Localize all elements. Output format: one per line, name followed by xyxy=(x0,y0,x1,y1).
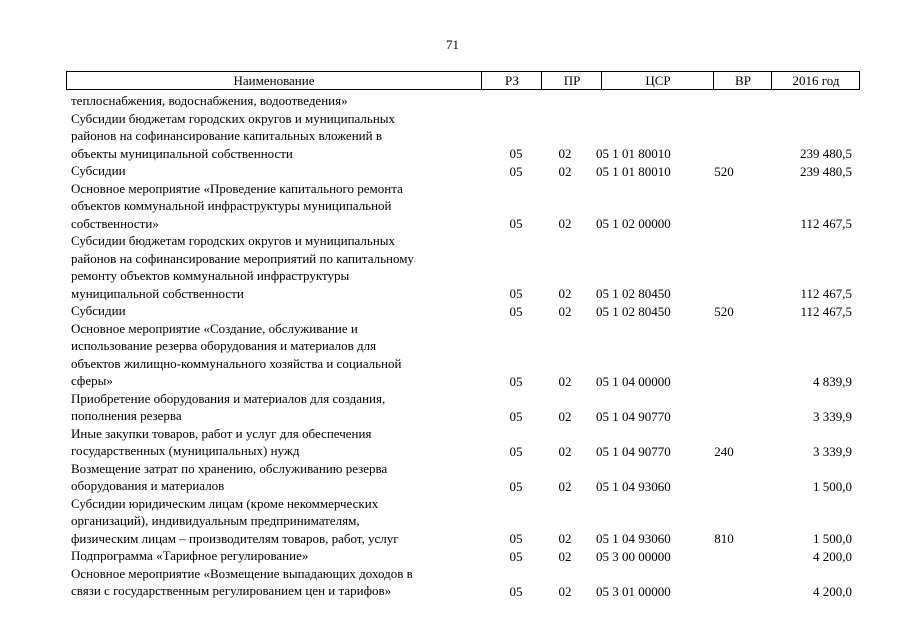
row-pr: 02 xyxy=(558,286,572,301)
row-name-line: объектов коммунальной инфраструктуры муниципальной xyxy=(71,198,392,213)
row-rz: 05 xyxy=(509,408,523,424)
header-pr: ПР xyxy=(541,72,602,89)
row-amount: 112 467,5 xyxy=(800,286,852,301)
row-name xyxy=(71,460,481,495)
table-row xyxy=(0,180,905,233)
row-name xyxy=(71,302,481,320)
row-name-line: использование резерва оборудования и материалов для xyxy=(71,338,377,353)
row-rz: 05 xyxy=(509,286,523,301)
row-csr: 05 1 04 93060 xyxy=(596,531,671,546)
header-name: Наименование xyxy=(233,73,315,88)
row-name-line: государственных (муниципальных) нужд xyxy=(71,443,300,458)
row-name-line: Субсидии бюджетам городских округов и муниципальных xyxy=(71,110,396,126)
row-csr: 05 1 04 90770 xyxy=(596,443,671,459)
row-name-line: районов на софинансирование мероприятий по капитальному xyxy=(71,250,414,266)
row-name-line: теплоснабжения, водоснабжения, водоотведения» xyxy=(71,93,348,108)
row-pr: 02 xyxy=(558,443,572,459)
row-vr: 520 xyxy=(714,163,734,179)
header-year: 2016 год xyxy=(771,72,860,89)
row-name-line: организаций), индивидуальным предпринимателям, xyxy=(71,513,360,528)
row-name-line: Субсидии xyxy=(71,163,126,178)
table-row xyxy=(0,232,905,302)
table-row xyxy=(0,92,905,110)
row-pr: 02 xyxy=(558,583,572,599)
table-row xyxy=(0,495,905,548)
row-csr: 05 3 01 00000 xyxy=(596,583,671,599)
row-name xyxy=(71,320,481,390)
row-amount: 1 500,0 xyxy=(813,531,852,546)
row-amount: 3 339,9 xyxy=(813,443,852,459)
row-name-line: Основное мероприятие «Проведение капитального ремонта xyxy=(71,180,403,196)
row-vr: 240 xyxy=(714,443,734,459)
row-name-line: Возмещение затрат по хранению, обслуживанию резерва xyxy=(71,460,388,476)
row-rz: 05 xyxy=(509,478,523,494)
row-name xyxy=(71,180,481,233)
row-amount: 1 500,0 xyxy=(813,478,852,494)
row-name-line: районов на софинансирование капитальных вложений в xyxy=(71,128,382,143)
row-csr: 05 1 04 93060 xyxy=(596,478,671,494)
row-name-line: Иные закупки товаров, работ и услуг для обеспечения xyxy=(71,425,372,441)
page-number: 71 xyxy=(446,37,459,52)
table-row xyxy=(0,565,905,600)
row-rz: 05 xyxy=(509,373,523,389)
row-name-line: Приобретение оборудования и материалов для создания, xyxy=(71,390,386,406)
row-rz: 05 xyxy=(509,303,523,319)
header-vr: ВР xyxy=(713,72,772,89)
row-vr: 810 xyxy=(714,531,734,546)
table-row xyxy=(0,425,905,460)
table-row xyxy=(0,320,905,390)
row-rz: 05 xyxy=(509,146,523,161)
row-vr: 520 xyxy=(714,303,734,319)
row-name xyxy=(71,425,481,460)
row-rz: 05 xyxy=(509,531,523,546)
row-amount: 239 480,5 xyxy=(800,163,852,179)
header-rz: РЗ xyxy=(481,72,542,89)
table-row xyxy=(0,460,905,495)
row-name xyxy=(71,110,481,163)
row-amount: 239 480,5 xyxy=(800,146,852,161)
row-rz: 05 xyxy=(509,216,523,231)
row-csr: 05 1 04 90770 xyxy=(596,408,671,424)
row-name xyxy=(71,390,481,425)
table-header xyxy=(66,71,860,90)
row-pr: 02 xyxy=(558,548,572,564)
table-row xyxy=(0,110,905,163)
row-name-line: муниципальной собственности xyxy=(71,285,244,301)
row-name xyxy=(71,547,481,565)
table-row xyxy=(0,302,905,320)
table-row xyxy=(0,390,905,425)
row-csr: 05 1 02 80450 xyxy=(596,286,671,301)
row-pr: 02 xyxy=(558,163,572,179)
row-csr: 05 1 04 00000 xyxy=(596,373,671,389)
row-amount: 3 339,9 xyxy=(813,408,852,424)
row-csr: 05 1 01 80010 xyxy=(596,146,671,161)
row-name-line: объекты муниципальной собственности xyxy=(71,145,293,161)
row-rz: 05 xyxy=(509,583,523,599)
row-name-line: Основное мероприятие «Создание, обслуживание и xyxy=(71,320,358,336)
row-pr: 02 xyxy=(558,408,572,424)
row-name-line: ремонту объектов коммунальной инфраструктуры xyxy=(71,268,350,283)
row-name-line: Подпрограмма «Тарифное регулирование» xyxy=(71,548,309,563)
row-name xyxy=(71,565,481,600)
row-name-line: пополнения резерва xyxy=(71,408,182,423)
row-name-line: Субсидии юридическим лицам (кроме некоммерческих xyxy=(71,495,379,511)
header-csr: ЦСР xyxy=(601,72,714,89)
row-rz: 05 xyxy=(509,548,523,564)
table-row xyxy=(0,162,905,180)
row-name xyxy=(71,495,481,548)
row-amount: 4 200,0 xyxy=(813,548,852,564)
row-name-line: связи с государственным регулированием цен и тарифов» xyxy=(71,583,392,598)
row-name-line: сферы» xyxy=(71,373,113,388)
row-name xyxy=(71,162,481,180)
row-name-line: физическим лицам – производителям товаров, работ, услуг xyxy=(71,530,399,546)
row-pr: 02 xyxy=(558,373,572,389)
row-pr: 02 xyxy=(558,303,572,319)
row-pr: 02 xyxy=(558,146,572,161)
row-name-line: оборудования и материалов xyxy=(71,478,225,493)
row-amount: 4 200,0 xyxy=(813,583,852,599)
row-rz: 05 xyxy=(509,443,523,459)
row-pr: 02 xyxy=(558,478,572,494)
row-name xyxy=(71,232,481,302)
row-csr: 05 1 02 00000 xyxy=(596,216,671,231)
row-amount: 112 467,5 xyxy=(800,216,852,231)
row-pr: 02 xyxy=(558,216,572,231)
row-rz: 05 xyxy=(509,163,523,179)
row-name-line: объектов жилищно-коммунального хозяйства и социальной xyxy=(71,355,402,371)
row-name-line: Основное мероприятие «Возмещение выпадающих доходов в xyxy=(71,565,413,581)
table-row xyxy=(0,547,905,565)
row-csr: 05 1 02 80450 xyxy=(596,303,671,319)
row-amount: 112 467,5 xyxy=(800,303,852,319)
row-csr: 05 1 01 80010 xyxy=(596,163,671,179)
row-pr: 02 xyxy=(558,531,572,546)
row-name xyxy=(71,92,481,110)
row-csr: 05 3 00 00000 xyxy=(596,548,671,564)
row-name-line: собственности» xyxy=(71,215,159,231)
row-name-line: Субсидии xyxy=(71,303,126,318)
row-amount: 4 839,9 xyxy=(813,373,852,389)
row-name-line: Субсидии бюджетам городских округов и муниципальных xyxy=(71,233,396,248)
